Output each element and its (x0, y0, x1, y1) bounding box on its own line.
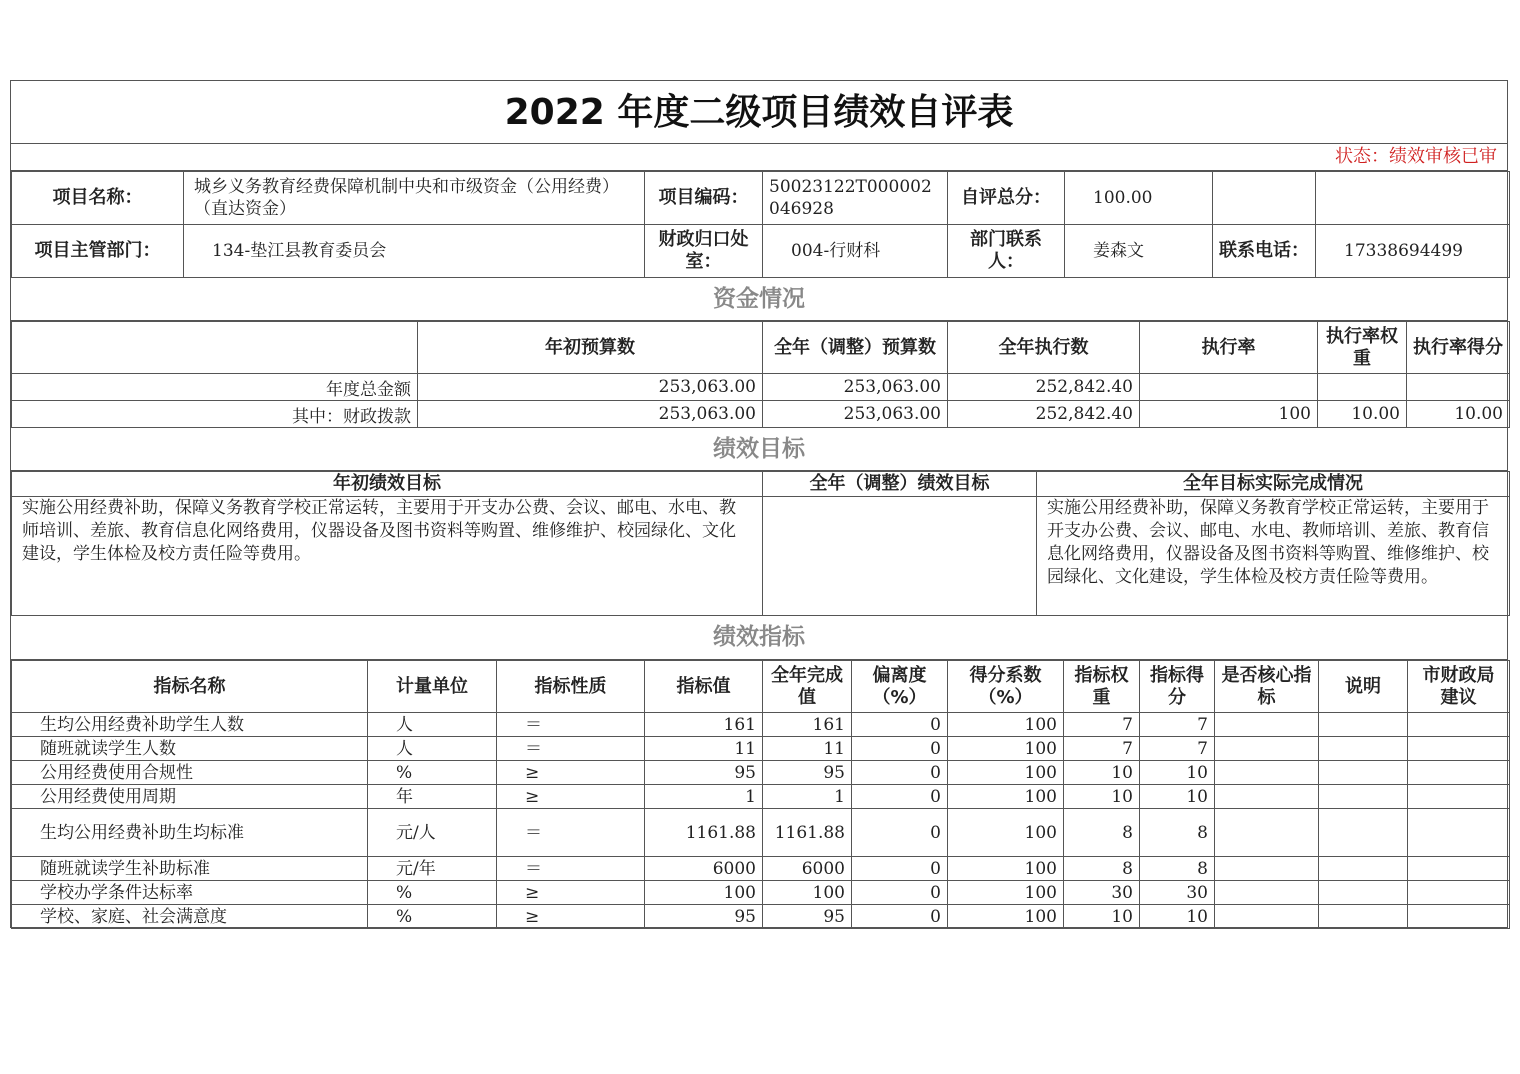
indicator-cell: 100 (948, 737, 1064, 761)
funds-header-3: 执行率 (1140, 322, 1318, 374)
project-name: 城乡义务教育经费保障机制中央和市级资金（公用经费）（直达资金） (184, 172, 645, 225)
indicator-cell: 元/人 (368, 809, 497, 857)
indicator-cell: % (368, 905, 497, 929)
indicators-table (11, 660, 1510, 929)
indicator-cell: 10 (1140, 761, 1215, 785)
funds-cell: 252,842.40 (948, 374, 1140, 401)
indicators-section-title: 绩效指标 (11, 615, 1507, 660)
indicator-header-3: 指标值 (645, 661, 763, 713)
indicator-cell: 100 (948, 881, 1064, 905)
indicator-cell: 生均公用经费补助学生人数 (12, 713, 368, 737)
indicator-header-5: 偏离度（%） (852, 661, 948, 713)
indicator-cell: 0 (852, 905, 948, 929)
indicator-cell: 30 (1064, 881, 1140, 905)
goals-section-title: 绩效目标 (11, 427, 1507, 471)
indicator-cell (1215, 809, 1319, 857)
indicator-row (12, 713, 1510, 737)
indicator-cell: 100 (948, 761, 1064, 785)
indicator-header-8: 指标得分 (1140, 661, 1215, 713)
funds-cell (1140, 374, 1318, 401)
indicator-cell (1215, 713, 1319, 737)
funds-row-label: 其中：财政拨款 (12, 401, 418, 428)
indicator-cell: 95 (645, 761, 763, 785)
indicator-cell: 0 (852, 809, 948, 857)
indicator-row (12, 761, 1510, 785)
indicator-cell: 随班就读学生补助标准 (12, 857, 368, 881)
funds-cell (1407, 374, 1510, 401)
evaluation-form (10, 80, 1508, 928)
indicator-cell: 100 (948, 857, 1064, 881)
indicator-cell: 100 (948, 905, 1064, 929)
funds-cell: 252,842.40 (948, 401, 1140, 428)
indicator-cell (1319, 761, 1408, 785)
indicator-cell: 人 (368, 713, 497, 737)
funds-cell: 253,063.00 (418, 401, 763, 428)
indicator-cell: 0 (852, 713, 948, 737)
funds-header-2: 全年执行数 (948, 322, 1140, 374)
indicator-cell: 7 (1140, 713, 1215, 737)
indicator-header-2: 指标性质 (497, 661, 645, 713)
indicator-cell (1215, 857, 1319, 881)
indicator-cell (1408, 905, 1510, 929)
indicator-cell: 10 (1140, 905, 1215, 929)
goal-header-actual: 全年目标实际完成情况 (1037, 472, 1510, 497)
goal-actual-text: 实施公用经费补助，保障义务教育学校正常运转，主要用于开支办公费、会议、邮电、水电、教师培训、差旅、教育信息化网络费用，仪器设备及图书资料等购置、维修维护、校园绿化、文化建设，学生体检及校方责任险等费用。 (1037, 497, 1510, 616)
score-value: 100.00 (1065, 172, 1213, 225)
indicator-cell: 1 (763, 785, 852, 809)
indicator-cell: 1161.88 (763, 809, 852, 857)
indicator-cell: 100 (763, 881, 852, 905)
goal-header-adjusted: 全年（调整）绩效目标 (763, 472, 1037, 497)
funds-cell (1318, 374, 1407, 401)
indicator-row (12, 737, 1510, 761)
indicator-header-10: 说明 (1319, 661, 1408, 713)
empty-cell (1213, 172, 1316, 225)
funds-row-label: 年度总金额 (12, 374, 418, 401)
project-name-label: 项目名称： (12, 172, 184, 225)
funds-cell: 253,063.00 (763, 401, 948, 428)
indicator-row (12, 809, 1510, 857)
indicator-cell (1319, 809, 1408, 857)
indicator-header-7: 指标权重 (1064, 661, 1140, 713)
indicator-cell: 0 (852, 785, 948, 809)
indicator-cell: 7 (1064, 713, 1140, 737)
indicator-cell (1408, 809, 1510, 857)
status-row (11, 144, 1507, 171)
indicator-row (12, 785, 1510, 809)
project-info-table (11, 171, 1510, 278)
contact-label: 部门联系人： (948, 225, 1065, 278)
indicator-cell (1319, 881, 1408, 905)
indicator-cell: 100 (948, 785, 1064, 809)
indicator-cell: 8 (1064, 809, 1140, 857)
indicator-cell: 10 (1140, 785, 1215, 809)
indicator-row (12, 857, 1510, 881)
indicator-cell: 100 (645, 881, 763, 905)
indicator-header-1: 计量单位 (368, 661, 497, 713)
indicator-cell: 8 (1140, 809, 1215, 857)
indicator-cell: 公用经费使用周期 (12, 785, 368, 809)
indicator-header-9: 是否核心指标 (1215, 661, 1319, 713)
project-code: 50023122T000002046928 (763, 172, 948, 225)
indicator-cell: 0 (852, 857, 948, 881)
indicator-cell: ≥ (497, 881, 645, 905)
indicator-cell: 7 (1064, 737, 1140, 761)
indicator-cell: 学校办学条件达标率 (12, 881, 368, 905)
indicator-cell: 随班就读学生人数 (12, 737, 368, 761)
indicator-cell (1408, 737, 1510, 761)
funds-cell: 253,063.00 (763, 374, 948, 401)
indicator-cell: 8 (1064, 857, 1140, 881)
funds-header-5: 执行率得分 (1407, 322, 1510, 374)
phone-label: 联系电话： (1213, 225, 1316, 278)
indicator-cell: 公用经费使用合规性 (12, 761, 368, 785)
indicator-cell: 8 (1140, 857, 1215, 881)
indicator-header-0: 指标名称 (12, 661, 368, 713)
indicator-cell: 6000 (645, 857, 763, 881)
indicator-cell: 0 (852, 881, 948, 905)
funds-row (12, 374, 1510, 401)
indicator-row (12, 905, 1510, 929)
indicator-cell (1408, 785, 1510, 809)
indicator-cell: 11 (763, 737, 852, 761)
funds-header-1: 全年（调整）预算数 (763, 322, 948, 374)
goal-adjusted-text (763, 497, 1037, 616)
funds-table (11, 321, 1510, 428)
indicator-cell: 1161.88 (645, 809, 763, 857)
indicator-cell: ＝ (497, 737, 645, 761)
indicator-cell: 100 (948, 809, 1064, 857)
indicator-cell: 0 (852, 761, 948, 785)
indicator-cell: 1 (645, 785, 763, 809)
goal-header-initial: 年初绩效目标 (12, 472, 763, 497)
indicator-cell (1319, 785, 1408, 809)
indicator-cell (1408, 713, 1510, 737)
indicator-cell (1319, 713, 1408, 737)
empty-cell (12, 322, 418, 374)
finance-office-label: 财政归口处室： (645, 225, 763, 278)
indicator-cell (1319, 905, 1408, 929)
indicator-cell (1319, 857, 1408, 881)
indicator-cell: ≥ (497, 905, 645, 929)
page-title: 2022 年度二级项目绩效自评表 (11, 81, 1507, 144)
indicator-cell: 10 (1064, 785, 1140, 809)
dept-value: 134-垫江县教育委员会 (184, 225, 645, 278)
empty-cell (1316, 172, 1510, 225)
indicator-cell: 生均公用经费补助生均标准 (12, 809, 368, 857)
indicator-cell (1215, 737, 1319, 761)
indicator-cell: 100 (948, 713, 1064, 737)
indicator-cell (1319, 737, 1408, 761)
funds-row (12, 401, 1510, 428)
indicator-cell (1215, 761, 1319, 785)
indicator-cell (1215, 881, 1319, 905)
score-label: 自评总分： (948, 172, 1065, 225)
indicator-row (12, 881, 1510, 905)
indicator-header-4: 全年完成值 (763, 661, 852, 713)
finance-office-value: 004-行财科 (763, 225, 948, 278)
indicator-cell: ≥ (497, 761, 645, 785)
indicator-cell (1408, 881, 1510, 905)
goal-initial-text: 实施公用经费补助，保障义务教育学校正常运转，主要用于开支办公费、会议、邮电、水电、教师培训、差旅、教育信息化网络费用，仪器设备及图书资料等购置、维修维护、校园绿化、文化建设，学生体检及校方责任险等费用。 (12, 497, 763, 616)
indicator-cell: 95 (763, 761, 852, 785)
indicator-cell: 学校、家庭、社会满意度 (12, 905, 368, 929)
indicator-cell: 年 (368, 785, 497, 809)
indicator-cell: ＝ (497, 713, 645, 737)
indicator-cell (1215, 905, 1319, 929)
funds-header-0: 年初预算数 (418, 322, 763, 374)
indicator-cell: % (368, 761, 497, 785)
indicator-cell: ＝ (497, 809, 645, 857)
indicator-cell: ≥ (497, 785, 645, 809)
indicator-cell: 人 (368, 737, 497, 761)
indicator-cell: 95 (645, 905, 763, 929)
indicator-cell: 95 (763, 905, 852, 929)
indicator-cell: 10 (1064, 905, 1140, 929)
indicator-cell: 11 (645, 737, 763, 761)
dept-label: 项目主管部门： (12, 225, 184, 278)
funds-section-title: 资金情况 (11, 277, 1507, 321)
funds-cell: 10.00 (1407, 401, 1510, 428)
indicator-cell: ＝ (497, 857, 645, 881)
contact-value: 姜森文 (1065, 225, 1213, 278)
indicator-cell: % (368, 881, 497, 905)
indicator-cell (1215, 785, 1319, 809)
funds-cell: 100 (1140, 401, 1318, 428)
project-code-label: 项目编码： (645, 172, 763, 225)
indicator-cell: 7 (1140, 737, 1215, 761)
funds-header-4: 执行率权重 (1318, 322, 1407, 374)
funds-cell: 253,063.00 (418, 374, 763, 401)
indicator-cell: 30 (1140, 881, 1215, 905)
phone-value: 17338694499 (1316, 225, 1510, 278)
indicator-cell: 161 (645, 713, 763, 737)
indicator-cell: 161 (763, 713, 852, 737)
indicator-cell (1408, 857, 1510, 881)
indicator-header-6: 得分系数（%） (948, 661, 1064, 713)
indicator-cell: 10 (1064, 761, 1140, 785)
indicator-cell: 6000 (763, 857, 852, 881)
indicator-header-11: 市财政局建议 (1408, 661, 1510, 713)
indicator-cell (1408, 761, 1510, 785)
indicator-cell: 元/年 (368, 857, 497, 881)
indicator-cell: 0 (852, 737, 948, 761)
funds-cell: 10.00 (1318, 401, 1407, 428)
goals-table (11, 471, 1510, 616)
status-text: 状态：绩效审核已审 (1335, 146, 1497, 167)
